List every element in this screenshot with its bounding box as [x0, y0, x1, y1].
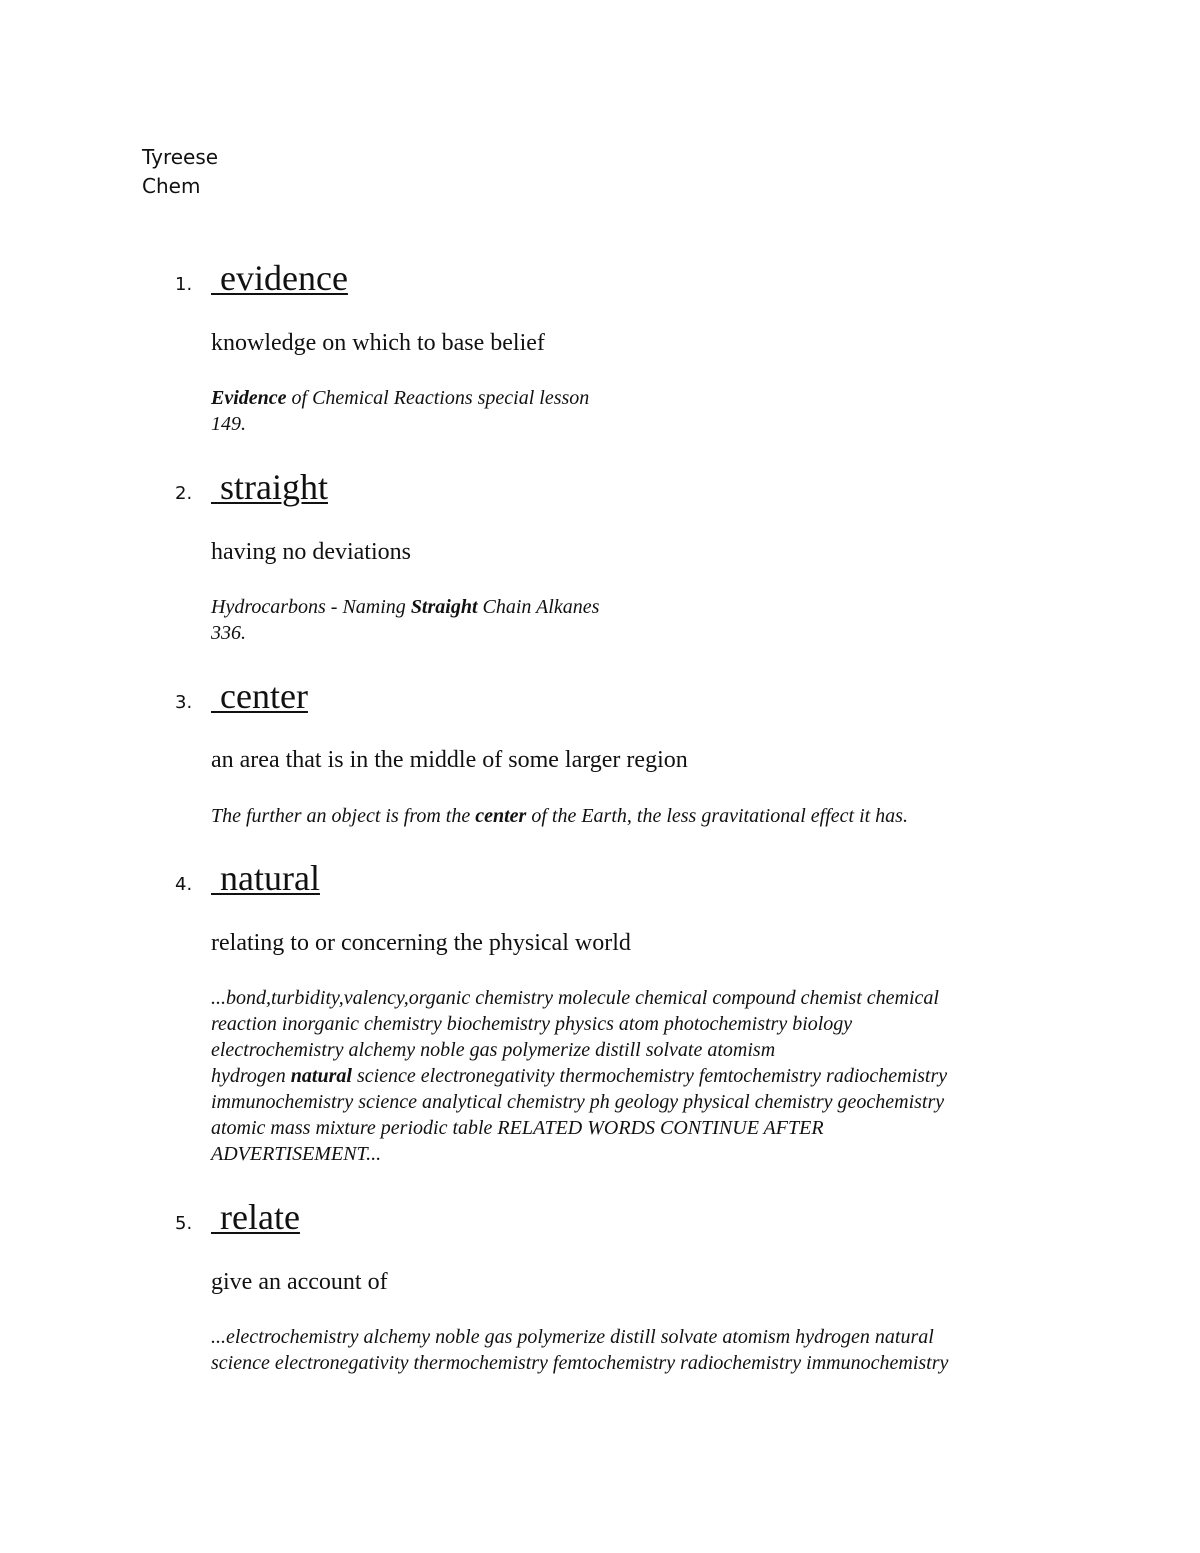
entry-term: evidence — [211, 258, 348, 298]
example-after: of the Earth, the less gravitational effect it has. — [526, 805, 908, 827]
entry-definition: knowledge on which to base belief — [211, 330, 545, 356]
example-keyword: center — [475, 805, 527, 827]
example-page: 336. — [211, 622, 246, 644]
subject-name: Chem — [142, 174, 201, 198]
entry-example — [211, 803, 1111, 829]
example-line: reaction inorganic chemistry biochemistry physics atom photochemistry biology — [211, 1013, 853, 1035]
example-page: 149. — [211, 413, 246, 435]
entry-example — [211, 385, 1061, 437]
entry-example — [211, 1324, 1111, 1376]
example-after: Chain Alkanes — [477, 596, 600, 618]
entry-number: 2. — [175, 483, 193, 504]
entry-term: natural — [211, 858, 320, 898]
entry-number: 4. — [175, 874, 193, 895]
entry-number: 1. — [175, 274, 193, 295]
example-before: Hydrocarbons - Naming — [211, 596, 411, 618]
student-name: Tyreese — [142, 145, 219, 169]
example-line: ...electrochemistry alchemy noble gas polymerize distill solvate atomism hydrogen natural — [211, 1326, 934, 1348]
entry-definition: relating to or concerning the physical world — [211, 930, 631, 956]
entry-number: 5. — [175, 1213, 193, 1234]
entry-example — [211, 594, 1061, 646]
example-line: ...bond,turbidity,valency,organic chemistry molecule chemical compound chemist chemical — [211, 987, 939, 1009]
entry-number: 3. — [175, 692, 193, 713]
entry-definition: having no deviations — [211, 539, 411, 565]
example-after: of Chemical Reactions special lesson — [286, 387, 590, 409]
example-line: ADVERTISEMENT... — [211, 1143, 382, 1165]
example-before: The further an object is from the — [211, 805, 476, 827]
header-block — [142, 143, 218, 201]
example-keyword: natural — [290, 1065, 352, 1087]
entry-term: straight — [211, 467, 328, 507]
entry-example — [211, 985, 1111, 1167]
entry-term: center — [211, 676, 308, 716]
entry-definition: an area that is in the middle of some larger region — [211, 747, 688, 773]
example-line: electrochemistry alchemy noble gas polymerize distill solvate atomism — [211, 1039, 776, 1061]
entry-term: relate — [211, 1197, 300, 1237]
example-keyword: Straight — [410, 596, 478, 618]
example-after: science electronegativity thermochemistry femtochemistry radiochemistry — [351, 1065, 948, 1087]
example-line: atomic mass mixture periodic table RELATED WORDS CONTINUE AFTER — [211, 1117, 824, 1139]
example-line: immunochemistry science analytical chemistry ph geology physical chemistry geochemistry — [211, 1091, 945, 1113]
example-before: hydrogen — [211, 1065, 291, 1087]
entry-definition: give an account of — [211, 1269, 388, 1295]
example-line: science electronegativity thermochemistry femtochemistry radiochemistry immunochemistry — [211, 1352, 949, 1374]
example-keyword: Evidence — [211, 387, 287, 409]
